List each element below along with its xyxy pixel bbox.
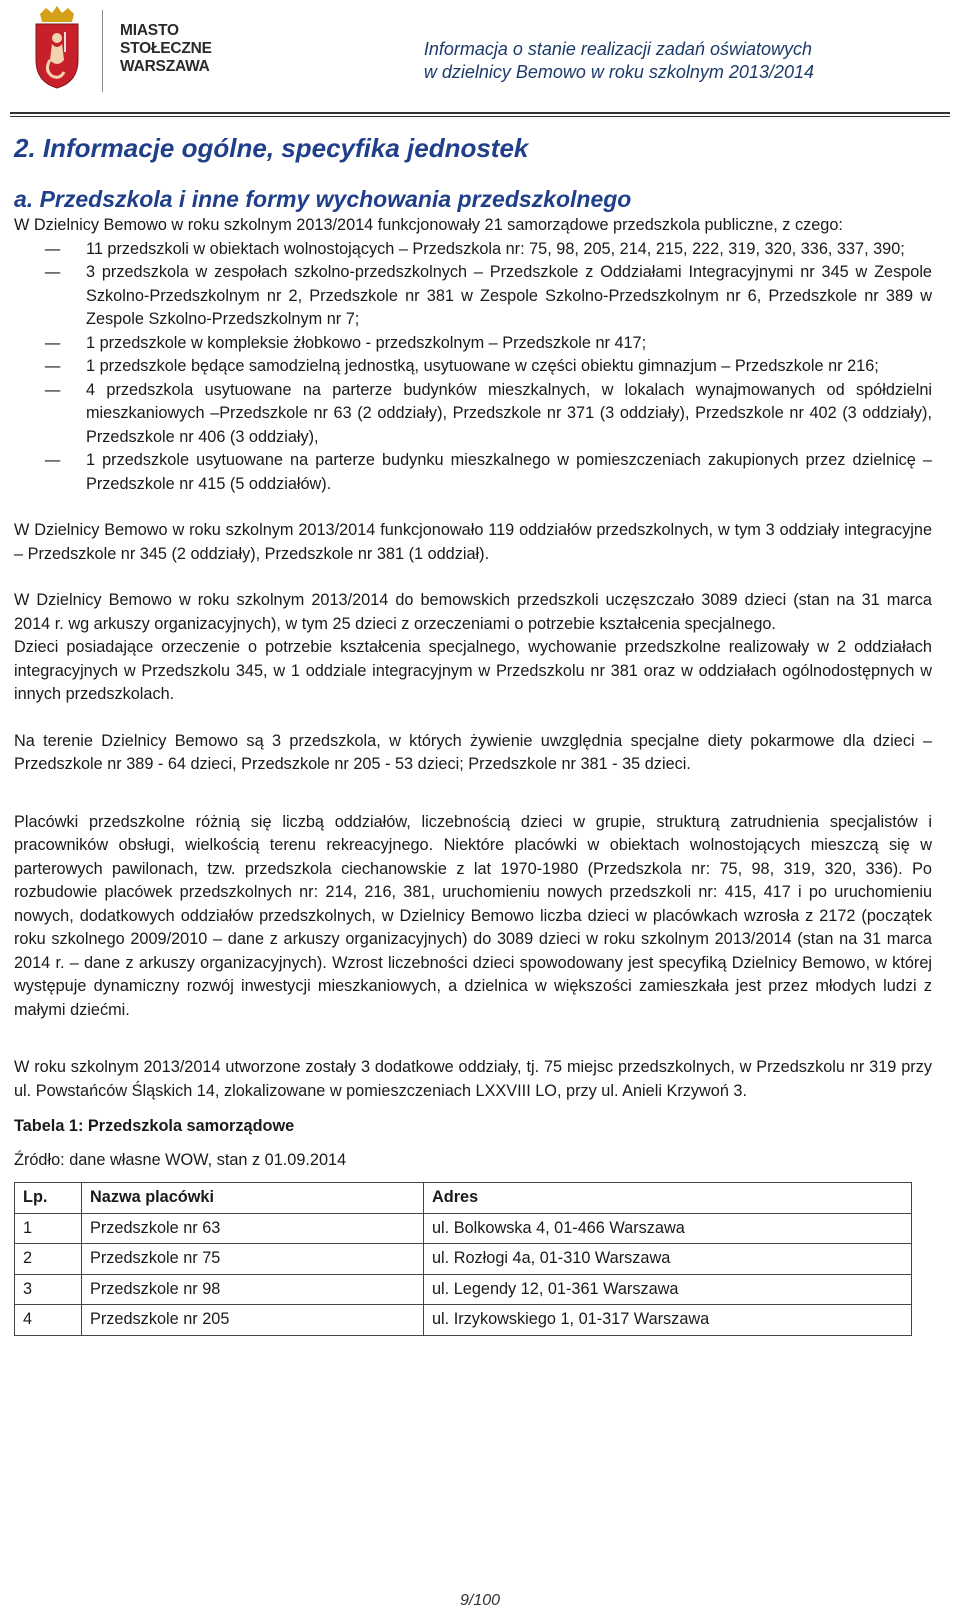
table-cell: ul. Irzykowskiego 1, 01-317 Warszawa — [424, 1305, 912, 1336]
paragraph: Na terenie Dzielnicy Bemowo są 3 przedszkola, w których żywienie uwzględnia specjalne diety pokarmowe dla dzieci – Przedszkole nr 389 - 64 dzieci, Przedszkole nr 205 - 53 dzieci; Przedszkole nr 381 - 35 dzieci. — [14, 731, 932, 773]
section-heading: 2. Informacje ogólne, specyfika jednostek — [14, 133, 529, 163]
city-line-1: MIASTO — [120, 22, 179, 39]
paragraph: W Dzielnicy Bemowo w roku szkolnym 2013/2014 do bemowskich przedszkoli uczęszczało 3089 dzieci (stan na 31 marca 2014 r. wg arkuszy organizacyjnych), w tym 25 dzieci z orzeczeniami o potrzebie kształcenia specjalnego. — [14, 591, 932, 633]
paragraph: Dzieci posiadające orzeczenie o potrzebie kształcenia specjalnego, wychowanie przedszkolne realizowały w 2 oddziałach integracyjnych w Przedszkolu 345, w 1 oddziale integracyjnym w Przedszkolu nr 381 oraz w oddziałach ogólnodostępnych w innych przedszkolach. — [14, 638, 932, 703]
table-row — [15, 1305, 912, 1336]
column-header: Lp. — [15, 1183, 82, 1214]
list-item: – 1 przedszkole będące samodzielną jednostką, usytuowane w części obiektu gimnazjum – Przedszkole nr 216; — [14, 355, 932, 379]
table-row — [15, 1274, 912, 1305]
kindergartens-table — [14, 1182, 912, 1336]
table-cell: ul. Rozłogi 4a, 01-310 Warszawa — [424, 1244, 912, 1275]
table-cell: ul. Legendy 12, 01-361 Warszawa — [424, 1274, 912, 1305]
intro-paragraph: W Dzielnicy Bemowo w roku szkolnym 2013/2014 funkcjonowały 21 samorządowe przedszkola publiczne, z czego: — [14, 216, 843, 234]
header-rule — [10, 112, 950, 114]
table-caption: Tabela 1: Przedszkola samorządowe — [14, 1117, 295, 1135]
table-cell: ul. Bolkowska 4, 01-466 Warszawa — [424, 1213, 912, 1244]
table-row — [15, 1244, 912, 1275]
paragraph: W Dzielnicy Bemowo w roku szkolnym 2013/2014 funkcjonowało 119 oddziałów przedszkolnych, w tym 3 oddziały integracyjne – Przedszkole nr 345 (2 oddziały), Przedszkole nr 381 (1 oddział). — [14, 521, 932, 563]
table-cell: Przedszkole nr 205 — [82, 1305, 424, 1336]
page-number: 9/100 — [459, 1592, 501, 1609]
table-cell: 4 — [15, 1305, 82, 1336]
document-title — [424, 38, 814, 84]
city-line-2: STOŁECZNE — [120, 40, 212, 57]
column-header: Adres — [424, 1183, 912, 1214]
city-line-3: WARSZAWA — [120, 58, 210, 75]
table-cell: Przedszkole nr 75 — [82, 1244, 424, 1275]
table-cell: 1 — [15, 1213, 82, 1244]
paragraph: Placówki przedszkolne różnią się liczbą oddziałów, liczebnością dzieci w grupie, strukturą zatrudnienia specjalistów i pracowników obsługi, wielkością terenu rekreacyjnego. Niektóre placówki w obiektach wolnostojących mieszczą się w parterowych pawilonach, tzw. przedszkola ciechanowskie z lat 1970-1980 (Przedszkola nr: 75, 98, 319, 320, 336). Po rozbudowie placówek przedszkolnych nr: 214, 216, 381, uruchomieniu nowych przedszkoli nr: 415, 417 i po uruchomieniu nowych, dodatkowych oddziałów przedszkolnych, w Dzielnicy Bemowo liczba dzieci w placówkach wzrosła z 2172 (początek roku szkolnego 2009/2010 – dane z arkuszy organizacyjnych) do 3089 dzieci w roku szkolnym 2013/2014 (stan na 31 marca 2014 r. – dane z arkuszy organizacyjnych). Wzrost liczebności dzieci spowodowany jest specyfiką Dzielnicy Bemowo, w której występuje dynamiczny rozwój inwestycji mieszkaniowych, a dzielnica w większości zamieszkała jest przez młodych ludzi z małymi dziećmi. — [14, 812, 932, 1019]
list-item: – 4 przedszkola usytuowane na parterze budynków mieszkalnych, w lokalach wynajmowanych od spółdzielni mieszkaniowych –Przedszkole nr 63 (2 oddziały), Przedszkole nr 371 (3 oddziały), Przedszkole nr 402 (3 oddziały), Przedszkole nr 406 (3 oddziały), — [14, 379, 932, 450]
list-item: – 1 przedszkole w kompleksie żłobkowo - przedszkolnym – Przedszkole nr 417; — [14, 332, 932, 356]
header-divider — [102, 10, 103, 92]
city-name — [120, 22, 212, 76]
table-header-row — [15, 1183, 912, 1214]
warsaw-crest-logo — [30, 6, 84, 90]
header-rule-secondary — [10, 116, 950, 117]
list-item: – 1 przedszkole usytuowane na parterze budynku mieszkalnego w pomieszczeniach zakupionych przez dzielnicę – Przedszkole nr 415 (5 oddziałów). — [14, 449, 932, 496]
document-title-line-2: w dzielnicy Bemowo w roku szkolnym 2013/2014 — [423, 62, 814, 82]
table-cell: 2 — [15, 1244, 82, 1275]
list-item: – 11 przedszkoli w obiektach wolnostojących – Przedszkola nr: 75, 98, 205, 214, 215, 222, 319, 320, 336, 337, 390; — [14, 238, 932, 262]
subsection-heading: a. Przedszkola i inne formy wychowania przedszkolnego — [14, 186, 632, 212]
list-item: – 3 przedszkola w zespołach szkolno-przedszkolnych – Przedszkole z Oddziałami Integracyjnymi nr 345 w Zespole Szkolno-Przedszkolnym nr 2, Przedszkole nr 381 w Zespole Szkolno-Przedszkolnym nr 6, Przedszkole nr 389 w Zespole Szkolno-Przedszkolnym nr 7; — [14, 261, 932, 332]
table-cell: 3 — [15, 1274, 82, 1305]
table-source: Źródło: dane własne WOW, stan z 01.09.2014 — [14, 1150, 347, 1169]
page-header — [0, 0, 960, 112]
paragraph: W roku szkolnym 2013/2014 utworzone zostały 3 dodatkowe oddziały, tj. 75 miejsc przedszkolnych, w Przedszkolu nr 319 przy ul. Powstańców Śląskich 14, zlokalizowane w pomieszczeniach LXXVIII LO, przy ul. Anieli Krzywoń 3. — [14, 1058, 932, 1100]
kindergarten-type-list — [14, 238, 932, 497]
document-title-line-1: Informacja o stanie realizacji zadań oświatowych — [423, 39, 812, 59]
document-body — [14, 120, 932, 1336]
column-header: Nazwa placówki — [82, 1183, 424, 1214]
table-row — [15, 1213, 912, 1244]
table-cell: Przedszkole nr 98 — [82, 1274, 424, 1305]
table-cell: Przedszkole nr 63 — [82, 1213, 424, 1244]
